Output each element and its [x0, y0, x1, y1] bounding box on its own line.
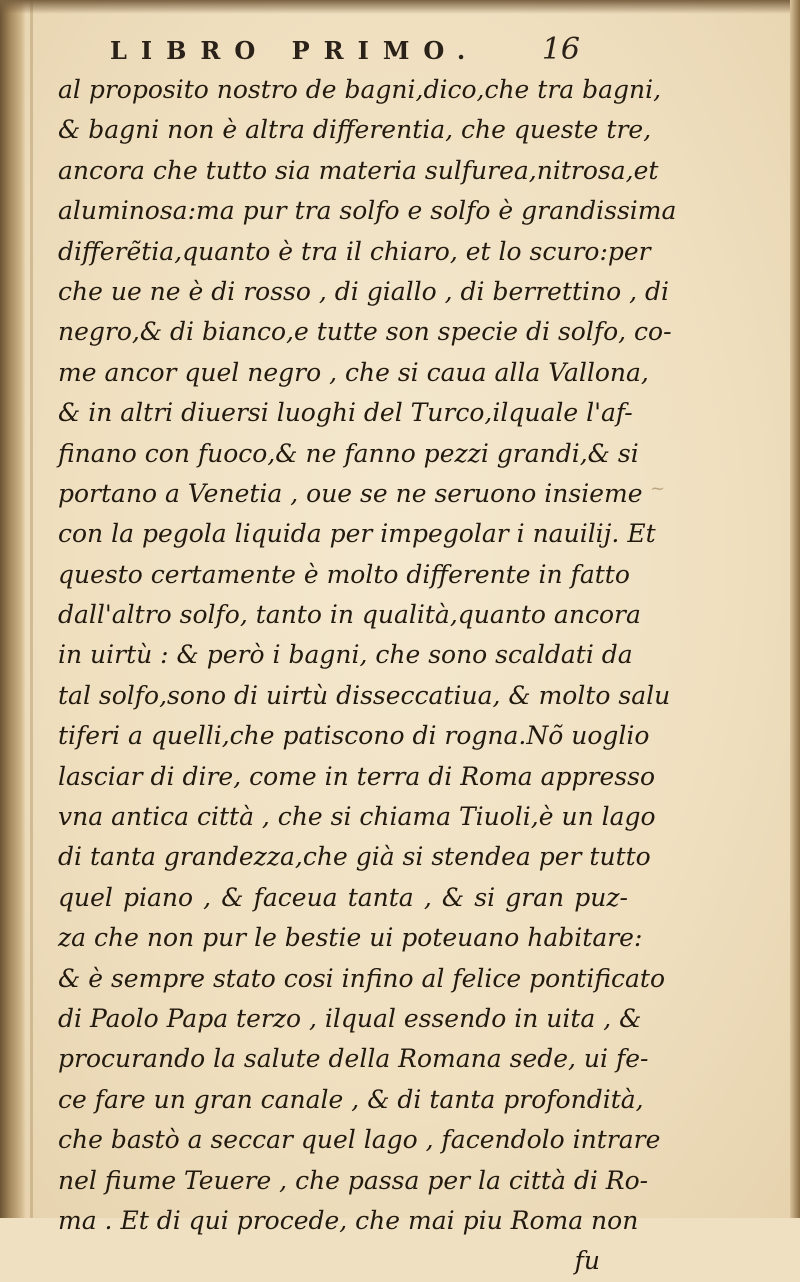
text-line: me ancor quel negro , che si caua alla Vallona,: [58, 357, 649, 387]
text-line: dall'altro solfo, tanto in qualità,quanto ancora: [58, 600, 641, 630]
text-line: di tanta grandezza,che già si stendea per tutto: [58, 842, 651, 872]
text-line: & bagni non è altra differentia, che queste tre,: [58, 115, 652, 145]
text-line: questo certamente è molto differente in fatto: [58, 559, 630, 589]
page-right-edge: [790, 0, 800, 1218]
gutter-edge: [30, 0, 33, 1218]
text-line: portano a Venetia , oue se ne seruono insieme: [58, 478, 643, 508]
text-line: vna antica città , che si chiama Tiuoli,è un lago: [58, 802, 656, 832]
text-line: za che non pur le bestie ui poteuano habitare:: [58, 923, 643, 953]
text-line: finano con fuoco,& ne fanno pezzi grandi,& si: [58, 438, 639, 468]
body-text: [58, 70, 677, 1282]
binding-gutter: [0, 0, 26, 1218]
folio-number: 16: [541, 32, 580, 67]
text-line: con la pegola liquida per impegolar i nauilij. Et: [58, 519, 656, 549]
text-line: quel piano , & faceua tanta , & si gran puz-: [58, 882, 628, 912]
text-line: & è sempre stato cosi infino al felice pontificato: [58, 963, 665, 993]
text-line: lasciar di dire, come in terra di Roma appresso: [58, 761, 655, 791]
text-line: ce fare un gran canale , & di tanta profondità,: [58, 1084, 644, 1114]
text-line: tiferi a quelli,che patiscono di rogna.Nõ uoglio: [58, 721, 650, 751]
catchword: fu: [574, 1246, 600, 1276]
text-line: negro,& di bianco,e tutte son specie di solfo, co-: [58, 317, 672, 347]
running-header: [110, 32, 580, 68]
text-line: ancora che tutto sia materia sulfurea,nitrosa,et: [58, 155, 659, 185]
margin-mark: ~: [650, 478, 666, 499]
text-line: al proposito nostro de bagni,dico,che tra bagni,: [58, 75, 662, 104]
text-line: ma . Et di qui procede, che mai piu Roma non: [58, 1205, 639, 1235]
text-line: & in altri diuersi luoghi del Turco,ilquale l'af-: [58, 398, 633, 428]
text-line: che bastò a seccar quel lago , facendolo intrare: [58, 1125, 661, 1155]
top-shadow: [0, 0, 800, 14]
running-title: LIBRO PRIMO.: [110, 36, 480, 65]
text-line: nel fiume Teuere , che passa per la città di Ro-: [58, 1165, 649, 1195]
text-line: in uirtù : & però i bagni, che sono scaldati da: [58, 640, 633, 670]
text-line: tal solfo,sono di uirtù disseccatiua, & molto salu: [58, 680, 671, 710]
text-line: di Paolo Papa terzo , ilqual essendo in uita , &: [58, 1003, 642, 1033]
text-line: differẽtia,quanto è tra il chiaro, et lo scuro:per: [58, 236, 651, 266]
text-line: aluminosa:ma pur tra solfo e solfo è grandissima: [58, 196, 677, 226]
text-line: procurando la salute della Romana sede, ui fe-: [58, 1044, 649, 1074]
text-line: che ue ne è di rosso , di giallo , di berrettino , di: [58, 276, 670, 306]
